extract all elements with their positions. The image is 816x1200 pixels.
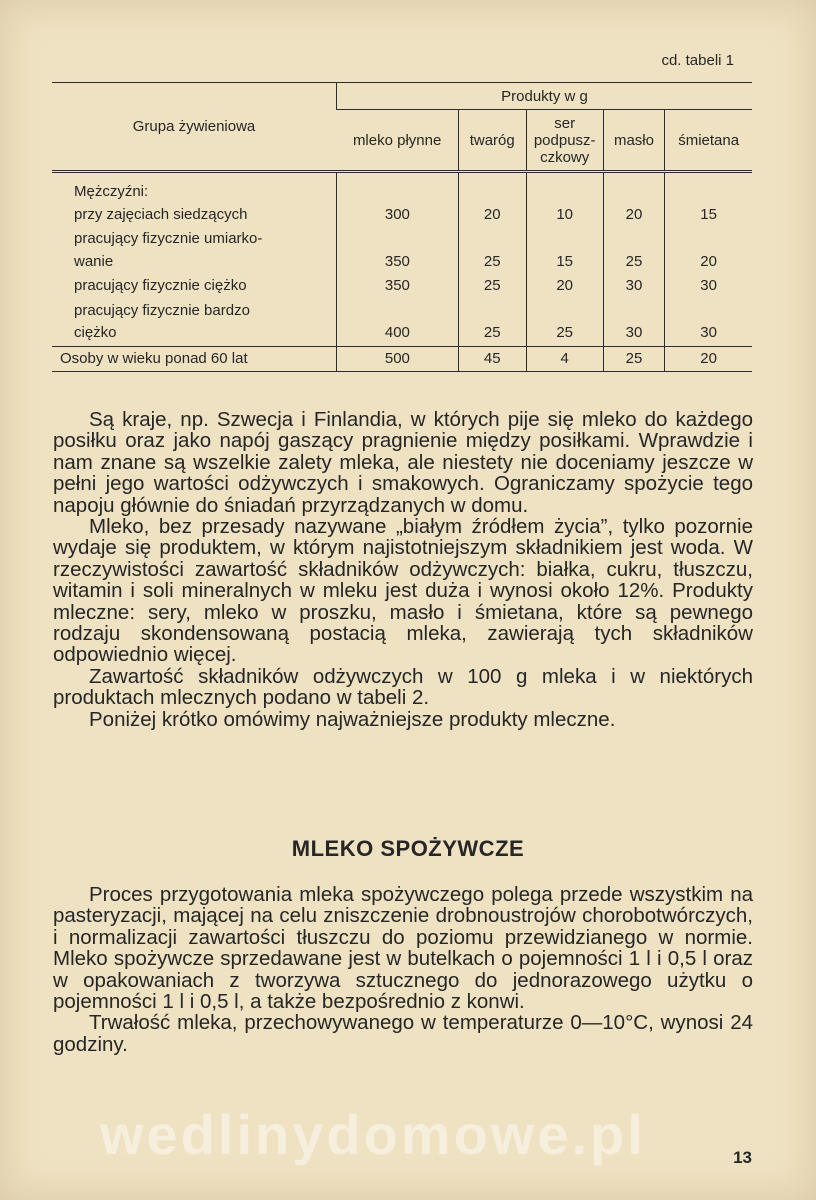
table-row: pracujący fizycznie bardzo ciężko 400 25 25 30 30	[52, 299, 752, 347]
intake-table	[52, 82, 752, 372]
men-header: Mężczyźni:	[74, 183, 149, 200]
page-number: 13	[733, 1148, 752, 1167]
col-header-curd: twaróg	[458, 110, 526, 172]
row-label: pracujący fizycznie umiarko- wanie	[74, 230, 263, 270]
paragraph: Poniżej krótko omówimy najważniejsze produkty mleczne.	[89, 707, 616, 731]
col-header-cream: śmietana	[665, 110, 752, 172]
row-label: pracujący fizycznie bardzo ciężko	[74, 301, 250, 341]
paragraph: Trwałość mleka, przechowywanego w temperaturze 0—10°C, wynosi 24 godziny.	[53, 1011, 753, 1056]
paragraph: Zawartość składników odżywczych w 100 g mleka i w niektórych produktach mlecznych podano w tabeli 2.	[53, 664, 753, 710]
section-title: MLEKO SPOŻYWCZE	[291, 836, 525, 861]
row-label: pracujący fizycznie ciężko	[74, 277, 247, 294]
col-header-cheese: ser podpusz-czkowy	[526, 110, 603, 172]
table-row: pracujący fizycznie ciężko 350 25 20 30 30	[52, 274, 752, 299]
col-header-milk: mleko płynne	[352, 131, 442, 149]
row-label: Mężczyźni: przy zajęciach siedzących	[52, 172, 337, 228]
group-header: Grupa żywieniowa	[52, 83, 337, 172]
table-caption: cd. tabeli 1	[661, 52, 734, 69]
paragraph: Proces przygotowania mleka spożywczego polega przede wszystkim na pasteryzacji, mającej na celu zniszczenie drobnoustrojów chorobotwórczych, i normalizacji zawartości tłuszczu do poziomu przewidzianego w normie. Mleko spożywcze sprzedawane jest w butelkach o pojemności 1 l i 0,5 l oraz w opakowaniach z tworzywa sztucznego do jednorazowego użytku o pojemności 1 l i 0,5 l, a także bezpośrednio z konwi.	[53, 883, 753, 1014]
paragraph: Są kraje, np. Szwecja i Finlandia, w których pije się mleko do każdego posiłku oraz jako napój gaszący pragnienie między posiłkami. Wprawdzie i nam znane są wszelkie zalety mleka, ale niestety nie doceniamy jeszcze w pełni jego wartości odżywczych i smakowych. Ograniczamy spożycie tego napoju głównie do śniadań przyrządzanych w domu.	[53, 408, 753, 517]
section-body-text	[53, 884, 753, 1055]
col-header-butter: masło	[603, 110, 665, 172]
table-row: Mężczyźni: przy zajęciach siedzących 300 20 10 20 15	[52, 172, 752, 228]
body-text	[53, 409, 753, 730]
paragraph: Mleko, bez przesady nazywane „białym źródłem życia”, tylko pozornie wydaje się produktem, w którym najistotniejszym składnikiem jest woda. W rzeczywistości zawartość składników odżywczych: białka, cukru, tłuszczu, witamin i soli mineralnych w mleku jest duża i wynosi około 12%. Produkty mleczne: sery, mleko w proszku, masło i śmietana, które są pewnego rodzaju skondensowaną postacią mleka, zawierają tych składników odpowiednio więcej.	[53, 515, 753, 667]
products-header: Produkty w g	[337, 83, 753, 110]
watermark: wedlinydomowe.pl	[100, 1103, 646, 1166]
table-row: pracujący fizycznie umiarko- wanie 350 25 15 25 20	[52, 227, 752, 274]
row-label: Osoby w wieku ponad 60 lat	[52, 346, 337, 371]
table-row-seniors: Osoby w wieku ponad 60 lat 500 45 4 25 20	[52, 346, 752, 371]
